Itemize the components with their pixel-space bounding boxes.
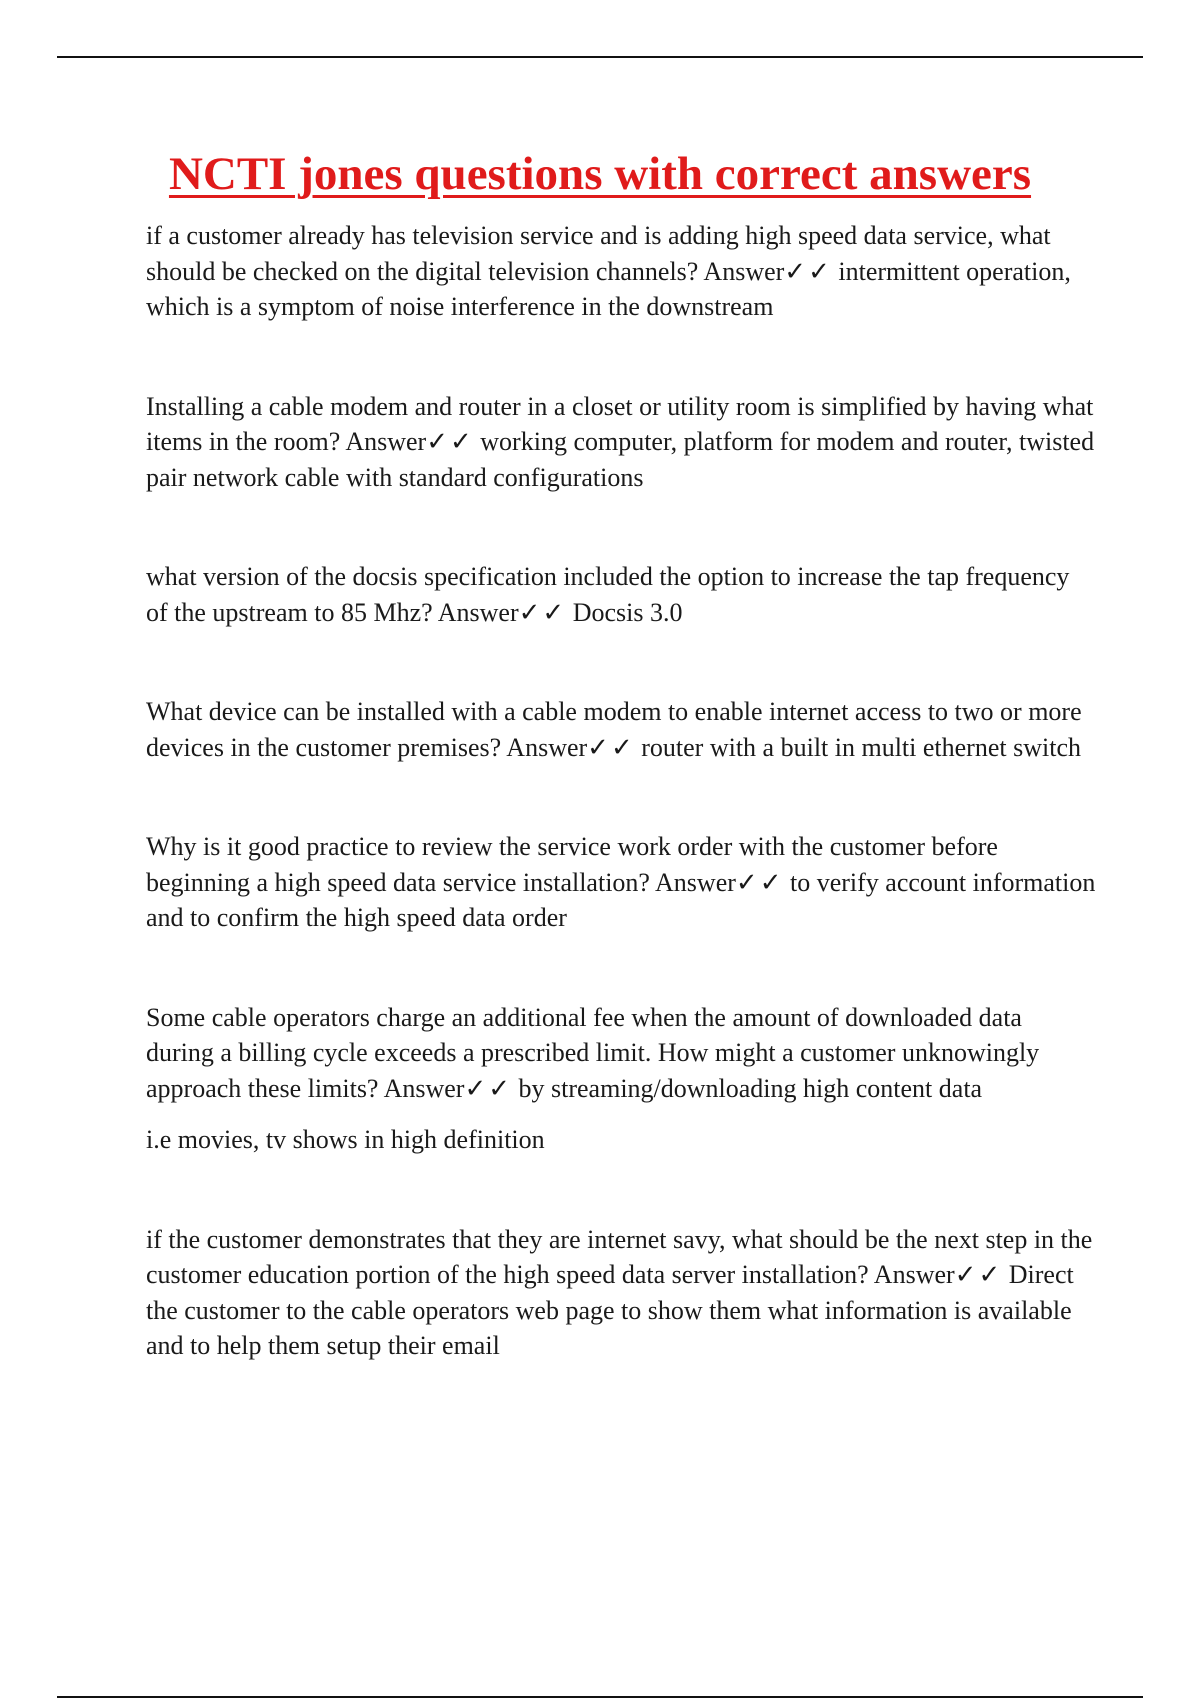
answer-text: router with a built in multi ethernet switch [641, 732, 1081, 762]
answer-label: Answer [437, 597, 519, 627]
check-marks-icon: ✓✓ [587, 732, 635, 762]
answer-label: Answer [383, 1073, 465, 1103]
answer-text: Direct the customer to the cable operators web page to show them what information is available and to help them setup their email [146, 1260, 1074, 1360]
check-marks-icon: ✓✓ [784, 256, 832, 286]
answer-label: Answer [345, 427, 427, 456]
top-rule [57, 56, 1143, 58]
check-marks-icon: ✓✓ [426, 427, 474, 456]
check-marks-icon: ✓✓ [464, 1073, 513, 1103]
qa-text [146, 1000, 1096, 1107]
qa-list [146, 218, 1096, 1428]
answer-label: Answer [873, 1260, 955, 1289]
question-text: Installing a cable modem and router in a closet or utility room is simplified by having what items in the room? [146, 391, 1094, 456]
document-title: NCTI jones questions with correct answers [168, 148, 1032, 200]
qa-item [146, 218, 1096, 325]
answer-text: intermittent operation, which is a symptom of noise interference in the downstream [146, 256, 1071, 321]
qa-item [146, 389, 1096, 496]
check-marks-icon: ✓✓ [518, 597, 567, 627]
answer-text: working computer, platform for modem and router, twisted pair network cable with standard configurations [146, 427, 1095, 492]
qa-text [146, 389, 1096, 496]
qa-text [146, 829, 1096, 936]
question-text: if a customer already has television service and is adding high speed data service, what should be checked on the digital television channels? [146, 221, 1051, 286]
check-marks-icon: ✓✓ [954, 1260, 1003, 1289]
qa-item [146, 694, 1096, 765]
question-text: what version of the docsis specification included the option to increase the tap frequency of the upstream to 85 Mhz? [146, 562, 1070, 627]
qa-item [146, 829, 1096, 936]
bottom-rule [57, 1696, 1143, 1698]
question-text: Why is it good practice to review the service work order with the customer before beginning a high speed data service installation? [146, 832, 998, 897]
qa-text [146, 559, 1096, 630]
answer-text: by streaming/downloading high content data [518, 1073, 983, 1103]
question-text: What device can be installed with a cable modem to enable internet access to two or more devices in the customer premises? [146, 697, 1082, 762]
answer-label: Answer [703, 256, 785, 286]
qa-text [146, 1222, 1096, 1364]
qa-text [146, 218, 1096, 325]
answer-extra-text: i.e movies, tv shows in high definition [146, 1125, 545, 1154]
check-marks-icon: ✓✓ [735, 867, 784, 897]
answer-label: Answer [655, 867, 736, 897]
answer-label: Answer [506, 732, 588, 762]
qa-text [146, 694, 1096, 765]
qa-item [146, 559, 1096, 630]
qa-item [146, 1000, 1096, 1158]
qa-item [146, 1222, 1096, 1364]
answer-text: to verify account information and to confirm the high speed data order [146, 867, 1096, 932]
question-text: if the customer demonstrates that they are internet savy, what should be the next step in the customer education portion of the high speed data server installation? [146, 1224, 1093, 1289]
answer-text: Docsis 3.0 [572, 597, 683, 627]
question-text: Some cable operators charge an additional fee when the amount of downloaded data during a billing cycle exceeds a prescribed limit. How might a customer unknowingly approach these limits? [146, 1002, 1040, 1103]
